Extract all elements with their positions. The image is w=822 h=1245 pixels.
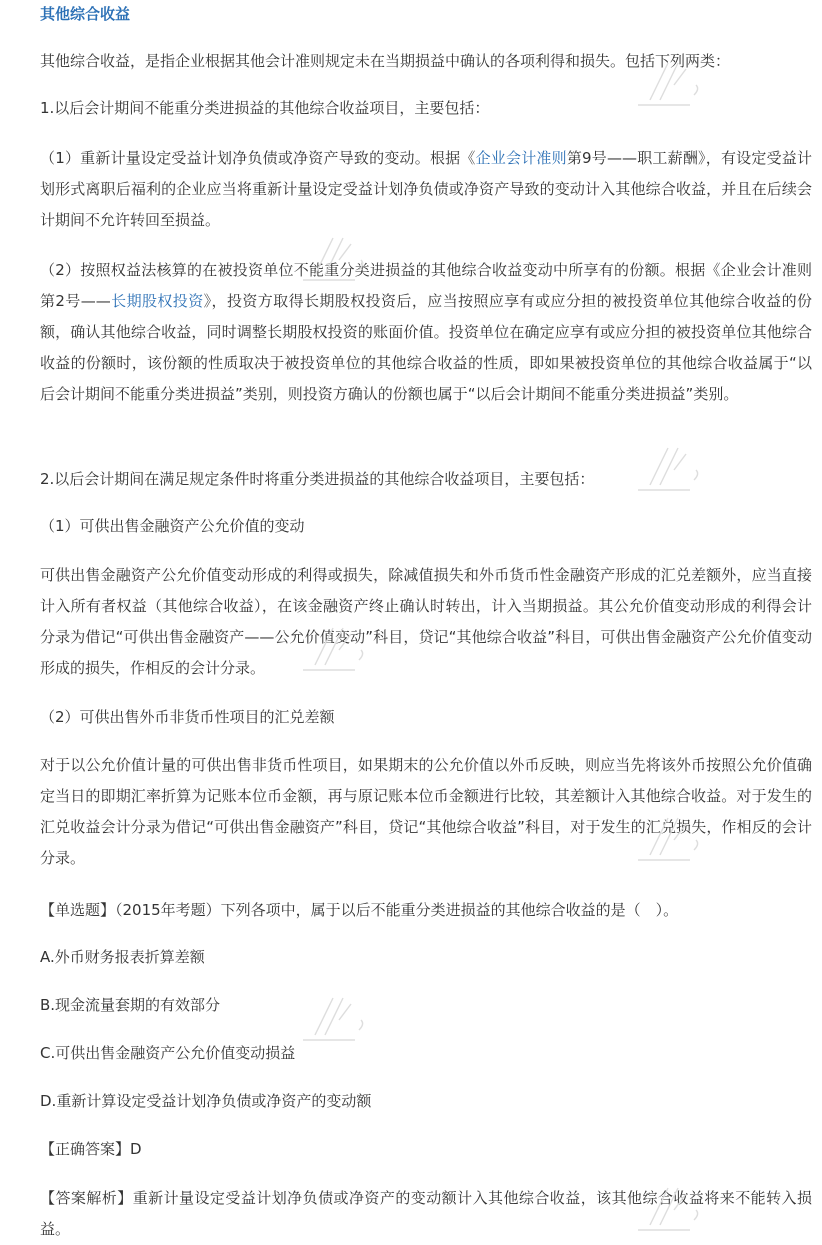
section2-heading: 2.以后会计期间在满足规定条件时将重分类进损益的其他综合收益项目，主要包括：	[40, 470, 595, 488]
link-accounting-standard[interactable]: 企业会计准则	[475, 149, 567, 167]
option-d: D.重新计算设定受益计划净负债或净资产的变动额	[40, 1092, 372, 1110]
section2-item1-heading: （1）可供出售金融资产公允价值的变动	[40, 517, 305, 535]
question-stem: 【单选题】（2015年考题）下列各项中，属于以后不能重分类进损益的其他综合收益的是（ ）。	[40, 901, 679, 919]
option-c: C.可供出售金融资产公允价值变动损益	[40, 1044, 296, 1062]
link-long-term-equity-investment[interactable]: 长期股权投资	[110, 292, 204, 310]
option-b: B.现金流量套期的有效部分	[40, 996, 221, 1014]
watermark-icon	[295, 990, 375, 1050]
section2-item1-paragraph: 可供出售金融资产公允价值变动形成的利得或损失，除减值损失和外币货币性金融资产形成的汇兑差额外，应当直接计入所有者权益（其他综合收益），在该金融资产终止确认时转出，计入当期损益。其公允价值变动形成的利得会计分录为借记“可供出售金融资产——公允价值变动”科目，贷记“其他综合收益”科目，可供出售金融资产公允价值变动形成的损失，作相反的会计分录。	[40, 566, 812, 677]
section1-item2-text-a: （2）按照权益法核算的在被投资单位不能重分类进损益的其他综合收益变动中所享有的份额。根据《企业会计准则第2号——	[40, 261, 812, 310]
intro-paragraph: 其他综合收益，是指企业根据其他会计准则规定未在当期损益中确认的各项利得和损失。包括下列两类：	[40, 52, 731, 70]
option-a: A.外币财务报表折算差额	[40, 948, 205, 966]
section1-item1-text-b: 第9号——职工薪酬》，有设定受益计划形式离职后福利的企业应当将重新计量设定受益计划净负债或净资产导致的变动计入其他综合收益，并且在后续会计期间不允许转回至损益。	[40, 149, 812, 229]
section1-item2-text-b: 》，投资方取得长期股权投资后，应当按照应享有或应分担的被投资单位其他综合收益的份额，确认其他综合收益，同时调整长期股权投资的账面价值。投资单位在确定应享有或应分担的被投资单位其他综合收益的份额时，该份额的性质取决于被投资单位的其他综合收益的性质，即如果被投资单位的其他综合收益属于“以后会计期间不能重分类进损益”类别，则投资方确认的份额也属于“以后会计期间不能重分类进损益”类别。	[40, 292, 812, 403]
section2-item2-heading: （2）可供出售外币非货币性项目的汇兑差额	[40, 708, 335, 726]
section1-heading: 1.以后会计期间不能重分类进损益的其他综合收益项目，主要包括：	[40, 99, 490, 117]
watermark-icon	[630, 440, 710, 500]
section1-item1-text-a: （1）重新计量设定受益计划净负债或净资产导致的变动。根据《	[40, 149, 476, 167]
page-title: 其他综合收益	[40, 5, 131, 23]
section1-item2-paragraph	[40, 255, 812, 410]
correct-answer: 【正确答案】D	[40, 1140, 142, 1158]
answer-analysis: 【答案解析】重新计量设定受益计划净负债或净资产的变动额计入其他综合收益，该其他综合收益将来不能转入损益。	[40, 1189, 812, 1238]
section1-item1-paragraph	[40, 143, 812, 236]
section2-item2-paragraph: 对于以公允价值计量的可供出售非货币性项目，如果期末的公允价值以外币反映，则应当先将该外币按照公允价值确定当日的即期汇率折算为记账本位币金额，再与原记账本位币金额进行比较，其差额计入其他综合收益。对于发生的汇兑收益会计分录为借记“可供出售金融资产”科目，贷记“其他综合收益”科目，对于发生的汇兑损失，作相反的会计分录。	[40, 756, 812, 867]
